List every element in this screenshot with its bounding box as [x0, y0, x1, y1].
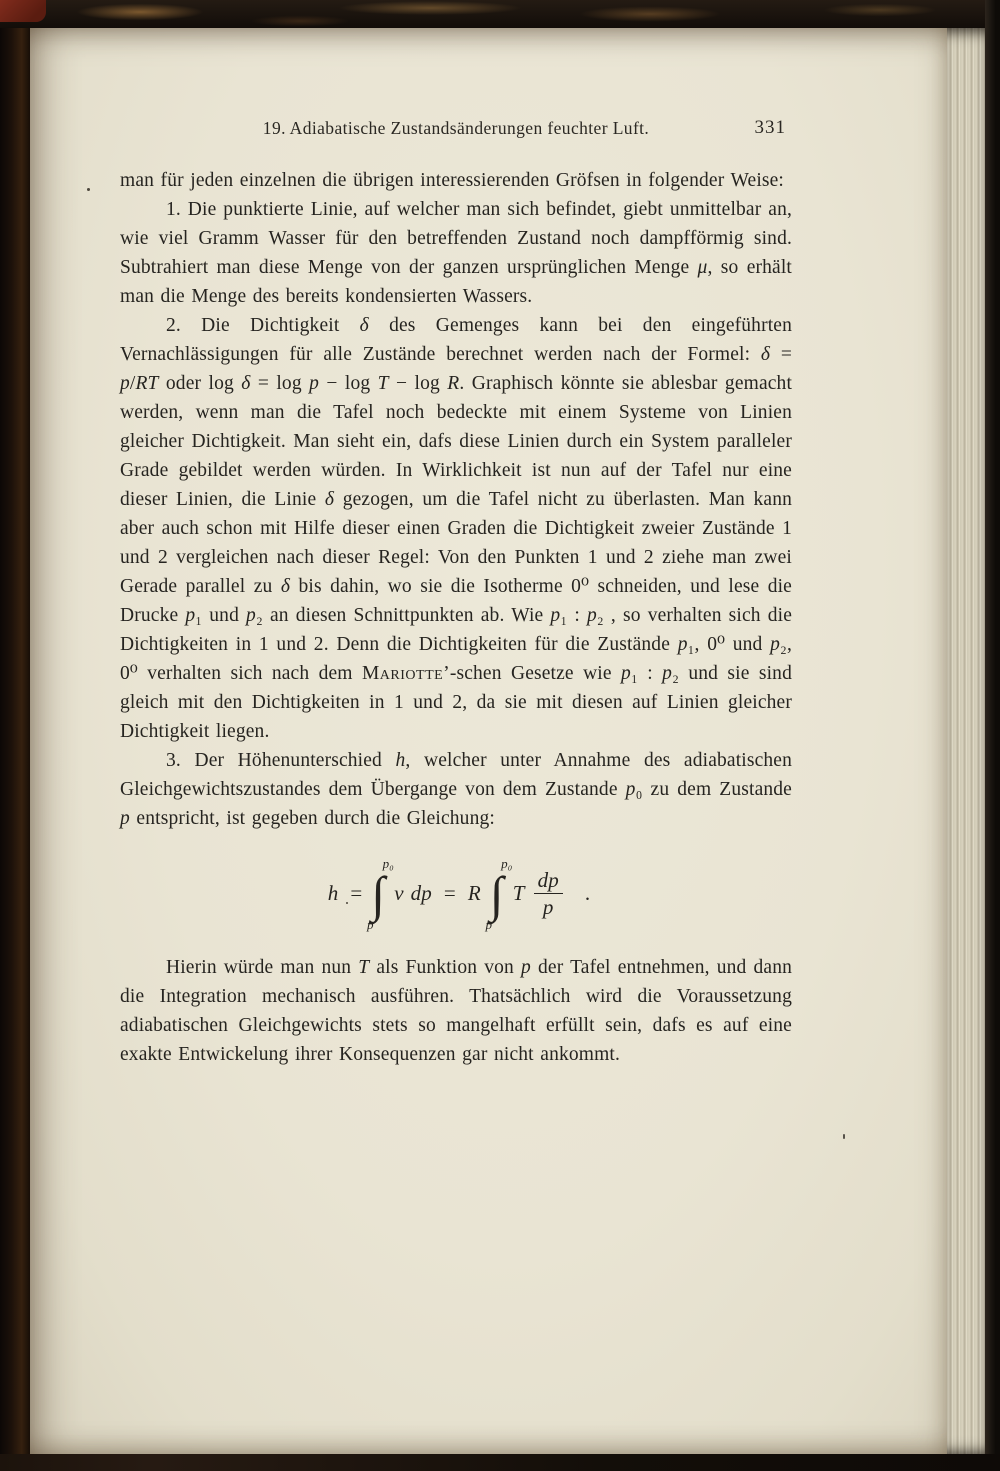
- paragraph-item-2: 2. Die Dichtigkeit δ des Gemenges kann bei den eingeführten Vernachlässigungen für alle Zustände berechnet werden nach der Formel: δ = p/RT oder log δ = log p − log T − log R. Graphisch könnte sie ablesbar gemacht werden, wenn man die Tafel noch bedeckte mit einem Systeme von Linien gleicher Dichtigkeit. Man sieht ein, dafs diese Linien durch ein System paralleler Grade gebildet werden würden. In Wirklichkeit ist nun auf der Tafel nur eine dieser Linien, die Linie δ gezogen, um die Tafel nicht zu überlasten. Man kann aber auch schon mit Hilfe dieser einen Graden die Dichtigkeit zweier Zustände 1 und 2 vergleichen nach dieser Regel: Von den Punkten 1 und 2 ziehe man zwei Gerade parallel zu δ bis dahin, wo sie die Isotherme 0⁰ schneiden, und lese die Drucke p₁ und p₂ an diesen Schnittpunkten ab. Wie p₁ : p₂ , so verhalten sich die Dichtigkeiten in 1 und 2. Denn die Dichtigkeiten für die Zustände p₁, 0⁰ und p₂, 0⁰ verhalten sich nach dem Mariotte’-schen Gesetze wie p₁ : p₂ und sie sind gleich mit den Dichtigkeiten in 1 und 2, da sie mit diesen auf Linien gleicher Dichtigkeit liegen.: [120, 315, 793, 742]
- integral-1: [366, 856, 394, 932]
- integral-sign: ∫: [489, 866, 504, 922]
- equation-block: [120, 857, 792, 931]
- paragraph-continuation: man für jeden einzelnen die übrigen interessierenden Gröfsen in folgender Weise:: [120, 170, 784, 191]
- book-spine-corner: [0, 0, 46, 22]
- scan-speck: [843, 1134, 845, 1139]
- equation-period: .: [584, 881, 591, 906]
- book-right-cover-edge: [985, 0, 1000, 1471]
- integral-2: [485, 856, 513, 932]
- book-page: [30, 26, 947, 1454]
- integral-lower-limit: p: [485, 916, 493, 932]
- chapter-heading: 19. Adiabatische Zustandsänderungen feuchter Luft.: [262, 118, 650, 138]
- fraction-denominator: p: [542, 895, 554, 920]
- equation-lhs-h: h: [327, 881, 339, 906]
- integral-upper-limit: p₀: [382, 856, 394, 871]
- fraction-dp-over-p: [534, 868, 563, 919]
- integral-sign: ∫: [371, 866, 386, 922]
- page-stack-edges: [945, 26, 985, 1458]
- paragraph-item-1: 1. Die punktierte Linie, auf welcher man sich befindet, giebt unmittelbar an, wie viel Gramm Wasser für den betreffenden Zustand noch dampfförmig sind. Subtrahiert man diese Menge von der ganzen ursprünglichen Menge μ, so erhält man die Menge des bereits kondensierten Wassers.: [120, 199, 792, 307]
- fraction-numerator: dp: [534, 868, 563, 894]
- gas-constant-R: R: [467, 881, 481, 906]
- equals-sign: =: [443, 881, 456, 906]
- paragraph-closing: Hierin würde man nun T als Funktion von p der Tafel entnehmen, und dann die Integration mechanisch ausführen. Thatsächlich wird die Voraussetzung adiabatischen Gleichgewichts stets so mangelhaft erfüllt sein, dafs es auf eine exakte Entwickelung ihrer Konsequenzen gar nicht ankommt.: [120, 956, 792, 1065]
- integral-upper-limit: p₀: [501, 856, 513, 871]
- temperature-T: T: [512, 881, 525, 906]
- scan-speck: [87, 188, 90, 191]
- body-text: [120, 166, 792, 1069]
- book-spine-binding: [0, 0, 30, 1471]
- book-bottom-cover-edge: [0, 1454, 1000, 1471]
- paragraph-item-3: 3. Der Höhenunterschied h, welcher unter Annahme des adiabatischen Gleichgewichtszustandes dem Übergange von dem Zustande p₀ zu dem Zustande p entspricht, ist gegeben durch die Gleichung:: [120, 750, 792, 829]
- integrand-vdp: v dp: [394, 881, 432, 906]
- equals-sign: =: [350, 881, 363, 906]
- page-number: 331: [754, 117, 786, 138]
- integral-lower-limit: p: [366, 916, 374, 932]
- book-top-cover-edge: [0, 0, 1000, 28]
- running-header: [120, 118, 792, 139]
- scan-speck: [346, 902, 348, 904]
